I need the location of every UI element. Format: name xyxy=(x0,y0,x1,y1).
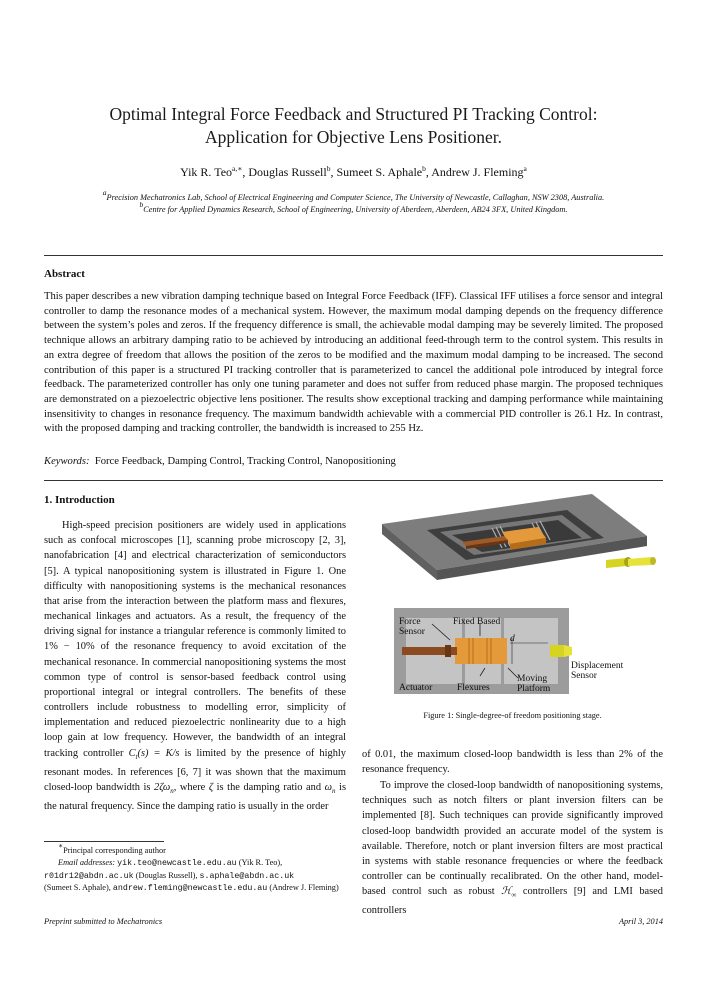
section-heading-introduction: 1. Introduction xyxy=(44,494,115,506)
figure-1-illustration xyxy=(362,488,663,710)
author-affil-mark: a,∗ xyxy=(232,164,243,173)
affiliation-b: $^b$Centre for Applied Dynamics Research, School of Engineering, University of Aberdeen, Aberdeen, AB24 3FX, United Kingdom. xyxy=(139,200,568,214)
preprint-note: Preprint submitted to Mechatronics xyxy=(44,917,163,926)
footnote: ∗Principal corresponding author Email addresses: yik.teo@newcastle.edu.au (Yik R. Teo), r01dr12@abdn.ac.uk (Douglas Russell), s.aphale@abdn.ac.uk (Sumeet S. Aphale), andrew.fleming@newcastle.edu.au (Andrew J. Fleming) xyxy=(44,841,339,894)
title-line-1: Optimal Integral Force Feedback and Structured PI Tracking Control: xyxy=(109,104,598,124)
label-d: d xyxy=(510,634,515,644)
paper-title xyxy=(60,103,647,149)
schematic-sensor xyxy=(550,645,564,657)
abstract-heading: Abstract xyxy=(44,268,85,280)
label-actuator: Actuator xyxy=(399,683,433,693)
introduction-paragraph-2: To improve the closed-loop bandwidth of nanopositioning systems, techniques such as notch filters or plant inversion filters can be implemented [8]. Such techniques can provide significantly improved closed-loop bandwidth provided an accurate model of the system is available. Therefore, notch or plant inversion filters are most practical in systems with stable resonance frequencies or where the feedback controller can be continually recalibrated. On the other hand, model-based control such as robust ℋ$_\infty$ controllers [9] and LMI based controllers xyxy=(362,780,663,917)
email-label: Email addresses: xyxy=(58,857,116,867)
introduction-paragraph-1: High-speed precision positioners are widely used in applications such as confocal microscopes [1], scanning probe microscopy [2, 3], nanofabrication [4] and electrical characterization of semiconductors [5]. A typical nanopositioning system is illustrated in Figure 1. One difficulty with nanopositioning systems is the mechanical resonances that arise from the interaction between the platform mass and flexures, mechanical linkages and actuators. As a result, the frequency of the driving signal for instance a triangular reference is commonly limited to 1% − 10% of the resonance frequency to avoid excitation of the mechanical resonance. In commercial nanopositioning systems the most common type of control is sensor-based feedback control using proportional integral or integral controllers. The benefits of these controllers include robustness to modelling error, simplicity of implementation and reduced piezoelectric nonlinearity due to a high loop gain at low frequency. However, the bandwidth of an integral tracking controller $C_t(s) = K/s$ is limited by the presence of highly resonant modes. In references [6, 7] it was shown that the maximum closed-loop bandwidth is $2\zeta\omega_n$, where ζ is the damping ratio and $\omega_n$ is the natural frequency. Since the damping ratio is usually in the order xyxy=(44,520,346,813)
keywords-label: Keywords: xyxy=(44,456,90,467)
label-displacement-sensor-2: Sensor xyxy=(571,671,597,681)
label-displacement-sensor-1: Displacement xyxy=(571,661,624,671)
stage-render xyxy=(382,494,656,580)
keywords xyxy=(44,456,663,467)
preprint-date: April 3, 2014 xyxy=(618,917,663,926)
sensor-3d xyxy=(606,557,656,568)
keywords-text: Force Feedback, Damping Control, Tracking Control, Nanopositioning xyxy=(94,456,396,467)
abstract-body: This paper describes a new vibration damping technique based on Integral Force Feedback (IFF). Classical IFF utilises a force sensor and integral controller to damp the resonance modes of a mechanical system. However, the maximum modal damping depends on the frequency difference between the system’s poles and zeros. If the frequency difference is small, the achievable modal damping may be severely limited. The proposed technique allows an arbitrary damping ratio to be achieved by introducing an additional feed-through term to the control system. This results in an extra degree of freedom that allows the position of the zeros to be modified and the maximum modal damping to be increased. The second contribution of this paper is a structured PI tracking controller that is parameterized to cancel the additional pole introduced by integral force feedback. The parameterized controller has only one tuning parameter and does not suffer from reduced phase margin. The proposed techniques are demonstrated on a piezoelectric objective lens positioner. The results show exceptional tracking and damping performance while maintaining insensitivity to changes in resonance frequency. The maximum bandwidth achievable with a commercial PID controller is 26.1 Hz. In contrast, with the proposed damping and tracking controller, the bandwidth is increased to 255 Hz. xyxy=(44,291,663,435)
author-affil-mark: b xyxy=(422,164,426,173)
affiliation-a: $^a$Precision Mechatronics Lab, School of Electrical Engineering and Computer Science, The University of Newcastle, Callaghan, NSW 2308, Australia. xyxy=(102,188,605,202)
stage-schematic xyxy=(394,608,624,694)
figure-1-caption: Figure 1: Single-degree-of freedom positioning stage. xyxy=(423,711,602,720)
email-link[interactable]: r01dr12@abdn.ac.uk xyxy=(44,871,134,881)
email-link[interactable]: andrew.fleming@newcastle.edu.au xyxy=(112,884,268,894)
author-list: Yik R. Teo$^{a,∗}$, Douglas Russell$^b$, Sumeet S. Aphale$^b$, Andrew J. Fleming$^a$ xyxy=(180,164,527,179)
label-fixed-based: Fixed Based xyxy=(453,617,501,627)
label-moving-platform-2: Platform xyxy=(517,684,551,694)
author-affil-mark: a xyxy=(523,164,527,173)
label-moving-platform-1: Moving xyxy=(517,674,548,684)
label-force-sensor-2: Sensor xyxy=(399,627,425,637)
introduction-paragraph-1-continued: of 0.01, the maximum closed-loop bandwidth is less than 2% of the resonance frequency. xyxy=(362,749,663,776)
label-force-sensor-1: Force xyxy=(399,617,421,627)
author-name: Andrew J. Fleming xyxy=(431,165,524,179)
label-flexures: Flexures xyxy=(457,683,490,693)
schematic-platform xyxy=(455,638,507,664)
abstract-top-rule xyxy=(44,255,663,256)
email-link[interactable]: yik.teo@newcastle.edu.au xyxy=(117,858,237,868)
author-affil-mark: b xyxy=(326,164,331,173)
email-link[interactable]: s.aphale@abdn.ac.uk xyxy=(199,871,295,881)
abstract-bottom-rule xyxy=(44,480,663,481)
footnote-corresponding: Principal corresponding author xyxy=(63,846,166,855)
affiliations xyxy=(40,188,667,216)
title-line-2: Application for Objective Lens Positioner. xyxy=(205,127,502,147)
author-name: Douglas Russell xyxy=(248,165,327,179)
author-name: Sumeet S. Aphale xyxy=(336,165,423,179)
author-name: Yik R. Teo xyxy=(180,165,233,179)
